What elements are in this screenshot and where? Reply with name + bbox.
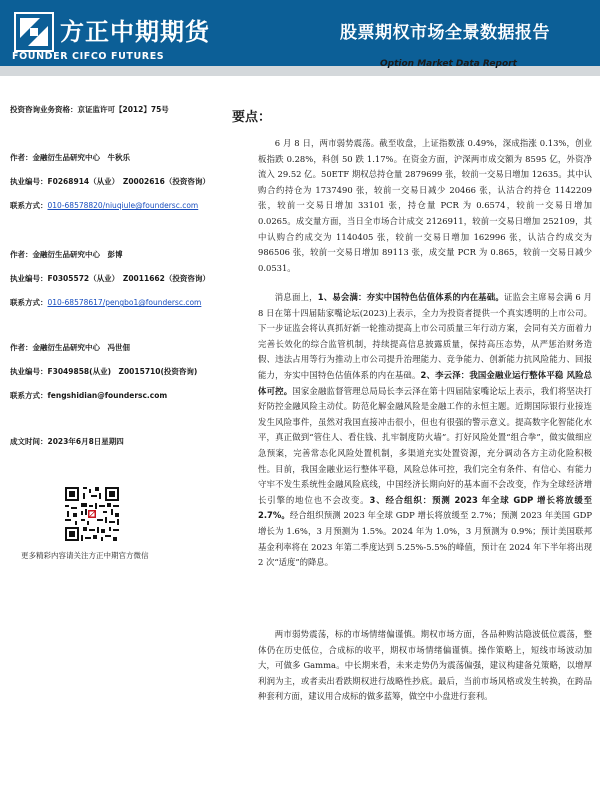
news-item-2-body: 国家金融监督管理总局局长李云泽在第十四届陆家嘴论坛上表示，我们将坚决打好防控金融风险主动仗。防范化解金融风险是金融工作的永恒主题。近期国际银行业接连发生风险事件，虽然对我国直接冲击很小，但也有很强的警示意义。提高数字化智能化水平，真正做到“管住人、看住钱、扎牢制度防火墙”。打好风险处置“组合拳”，做实做细应急预案，完善常态化风险处置机制，多渠道充实处置资源，充分调动各方主动化险积极性。目前，我国金融业运行整体平稳，风险总体可控，我们完全有条件、有信心、有能力守牢不发生系统性金融风险底线，中国经济长期向好的基本面不会改变，作为全球经济增长引擎的地位也不会改变。 bbox=[258, 385, 593, 505]
contact-label: 联系方式： bbox=[10, 391, 48, 400]
header-banner bbox=[0, 0, 600, 76]
author-2-name: 作者：金融衍生品研究中心 彭博 bbox=[10, 250, 123, 259]
strategy-paragraph: 两市弱势震荡，标的市场情绪偏谨慎。期权市场方面，各品种购沽隐波低位震荡，整体仍在历史低位，合成标的收平，期权市场情绪偏谨慎。操作策略上，短线市场波动加大，可做多 Gamma。中长期来看，未来走势仍为震荡偏强，建议构建备兑策略，以增厚利润为主，或者卖出看跌期权进行战略性抄底。最后，当前市场风格或发生转换，在跨品种套利方面，建议用合成标的做多蓝筹，做空中小盘进行套利。 bbox=[258, 629, 592, 702]
author-1-cert: 执业编号：F0268914（从业） Z0002616（投资咨询） bbox=[10, 177, 210, 186]
author-3-cert: 执业编号：F3049858(从业) Z0015710(投资咨询) bbox=[10, 367, 198, 376]
license-text: 投资咨询业务资格：京证监许可【2012】75号 bbox=[10, 105, 169, 114]
section-title-key-points: 要点： bbox=[232, 110, 272, 125]
founder-logo-icon bbox=[14, 12, 54, 52]
author-2-email-link[interactable]: 010-68578617/pengbo1@foundersc.com bbox=[47, 298, 202, 307]
author-2-contact bbox=[10, 297, 201, 308]
news-item-2-heading: 2、李云泽：我国金融业运行整体平稳 风险总体可控。 bbox=[258, 369, 593, 396]
contact-label: 联系方式： bbox=[10, 298, 48, 307]
author-2-cert: 执业编号：F0305572（从业） Z0011662（投资咨询） bbox=[10, 274, 210, 283]
author-3-email: fengshidian@foundersc.com bbox=[47, 391, 168, 400]
wechat-qr-code-icon bbox=[63, 485, 121, 543]
author-1-name: 作者：金融衍生品研究中心 牛秋乐 bbox=[10, 153, 130, 162]
report-title: 股票期权市场全景数据报告 bbox=[340, 23, 550, 43]
report-subtitle: Option Market Data Report bbox=[380, 59, 517, 69]
author-1-email-link[interactable]: 010-68578820/niuqiule@foundersc.com bbox=[47, 201, 199, 210]
logo-title: 方正中期期货 bbox=[60, 18, 210, 46]
news-item-3-heading: 3、经合组织：预测 2023 年全球 GDP 增长将放缓至 2.7%。 bbox=[258, 494, 593, 521]
qr-caption: 更多精彩内容请关注方正中期官方微信 bbox=[21, 551, 149, 560]
news-item-3-body: 经合组织预测 2023 年全球 GDP 增长将放缓至 2.7%；预测 2023 年美国 GDP 增长为 1.6%，3 月预测为 1.5%。2024 年为 1.0%，3 月预测为 0.9%；预计美国联邦基金利率将在 2023 年第二季度达到 5.25%-5.5%的峰值，预计在 2024 年下半年将出现 2 次“适度”的降息。 bbox=[258, 510, 592, 568]
author-3-contact bbox=[10, 390, 167, 401]
author-3-name: 作者：金融衍生品研究中心 冯世佃 bbox=[10, 343, 130, 352]
contact-label: 联系方式： bbox=[10, 201, 48, 210]
market-summary-paragraph: 6 月 8 日，两市弱势震荡。截至收盘，上证指数涨 0.49%，深成指涨 0.13%，创业板指跌 0.28%，科创 50 跌 1.17%。在资金方面，沪深两市成交额为 8595 亿，外资净流入 29.52 亿。50ETF 期权总持仓量 2879699 张，较前一交易日增加 12635。其中认购合约持仓为 1737490 张，较前一交易日减少 20466 张，认沽合约持仓 1142209 张，较前一交易日增加 33101 张，持仓量 PCR 为 0.6574，较前一交易日增加 0.0265。成交量方面，当日全市场合计成交 2126911，较前一交易日增加 252109，其中认购合约成交为 1140405 张，较前一交易日增加 162996 张，认沽合约成交为 986506 张，较前一交易日增加 89113 张，成交量 PCR 为 0.865，较前一交易日减少 0.0531。 bbox=[258, 138, 592, 273]
author-1-contact bbox=[10, 200, 198, 211]
news-intro: 消息面上， bbox=[274, 292, 318, 302]
logo-subtitle: FOUNDER CIFCO FUTURES bbox=[12, 51, 165, 62]
written-date: 成文时间：2023年6月8日星期四 bbox=[10, 437, 124, 446]
news-paragraph bbox=[258, 290, 592, 571]
news-item-1-body: 证监会主席易会满 6 月 8 日在第十四届陆家嘴论坛(2023)上表示，全力为投资者提供一个真实透明的上市公司。下一步证监会将认真抓好新一轮推动提高上市公司质量三年行动方案，会同有关方面着力完善长效化的综合监管机制，持续提高信息披露质量，保持高压态势，从严惩治财务造假、违法占用等行为推动上市公司提升治理能力、竞争能力、创新能力抗风险能力、回报能力，夯实中国特色估值体系的内在基础。 bbox=[258, 292, 593, 380]
news-item-1-heading: 1、易会满：夯实中国特色估值体系的内在基础。 bbox=[317, 292, 504, 302]
